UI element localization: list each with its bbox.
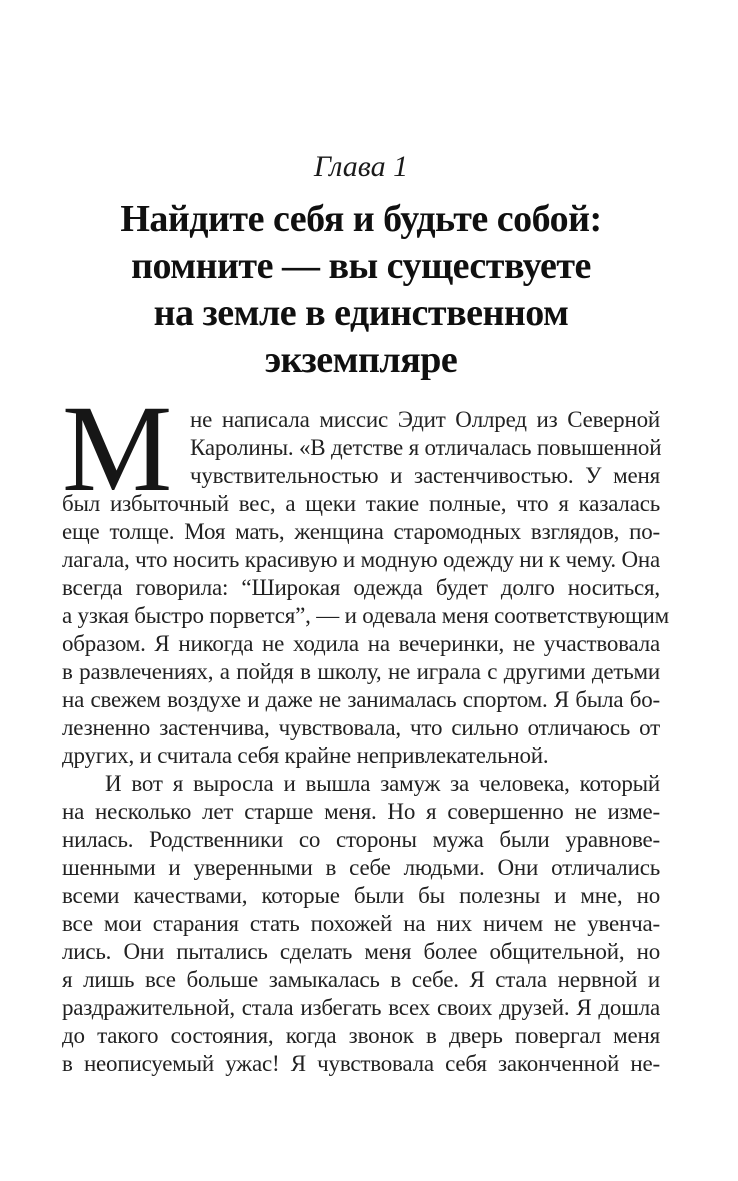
page-content <box>62 0 669 1078</box>
body-line: И вот я выросла и вышла замуж за человека, который <box>105 771 660 796</box>
title-line: экземпляре <box>264 339 458 381</box>
body-line: в неописуемый ужас! Я чувствовала себя законченной не- <box>62 1051 660 1076</box>
body-line: был избыточный вес, а щеки такие полные, что я казалась <box>62 491 660 516</box>
body-line: лезненно застенчива, чувствовала, что сильно отличаюсь от <box>62 715 660 740</box>
paragraph-2 <box>62 770 660 1078</box>
body-line: все мои старания стать похожей на них ничем не увенча- <box>62 911 660 936</box>
body-line: всегда говорила: “Широкая одежда будет долго носиться, <box>62 575 660 600</box>
body-line: чувствительностью и застенчивостью. У меня <box>190 463 660 488</box>
body-line: в развлечениях, а пойдя в школу, не играла с другими детьми <box>62 659 660 684</box>
body-text <box>62 380 669 1078</box>
title-line: Найдите себя и будьте собой: <box>120 198 602 240</box>
body-line: я лишь все больше замыкалась в себе. Я стала нервной и <box>62 967 660 992</box>
body-line: шенными и уверенными в себе людьми. Они отличались <box>62 855 660 880</box>
body-line: на свежем воздухе и даже не занималась спортом. Я была бо- <box>62 687 660 712</box>
body-line: а узкая быстро порвется”, — и одевала меня соответствующим <box>62 603 669 628</box>
body-line: Каролины. «В детстве я отличалась повышенной <box>190 435 662 460</box>
chapter-title <box>62 196 660 384</box>
body-line: всеми качествами, которые были бы полезны и мне, но <box>62 883 660 908</box>
title-line: на земле в единственном <box>153 292 569 334</box>
body-line: других, и считала себя крайне непривлекательной. <box>62 743 549 768</box>
drop-cap-letter: М <box>62 380 173 517</box>
body-line: лагала, что носить красивую и модную одежду ни к чему. Она <box>62 547 660 572</box>
body-line: образом. Я никогда не ходила на вечеринки, не участвовала <box>62 631 660 656</box>
paragraph-1 <box>62 380 669 770</box>
chapter-label: Глава 1 <box>313 150 409 183</box>
body-line: нилась. Родственники со стороны мужа были уравнове- <box>62 827 660 852</box>
title-line: помните — вы существуете <box>131 245 591 287</box>
body-line: раздражительной, стала избегать всех своих друзей. Я дошла <box>62 995 660 1020</box>
body-line: не написала миссис Эдит Оллред из Северной <box>190 407 660 432</box>
body-line: на несколько лет старше меня. Но я совершенно не изме- <box>62 799 660 824</box>
body-line: лись. Они пытались сделать меня более общительной, но <box>62 939 660 964</box>
body-line: еще толще. Моя мать, женщина старомодных взглядов, по- <box>62 519 660 544</box>
body-line: до такого состояния, когда звонок в дверь повергал меня <box>62 1023 660 1048</box>
